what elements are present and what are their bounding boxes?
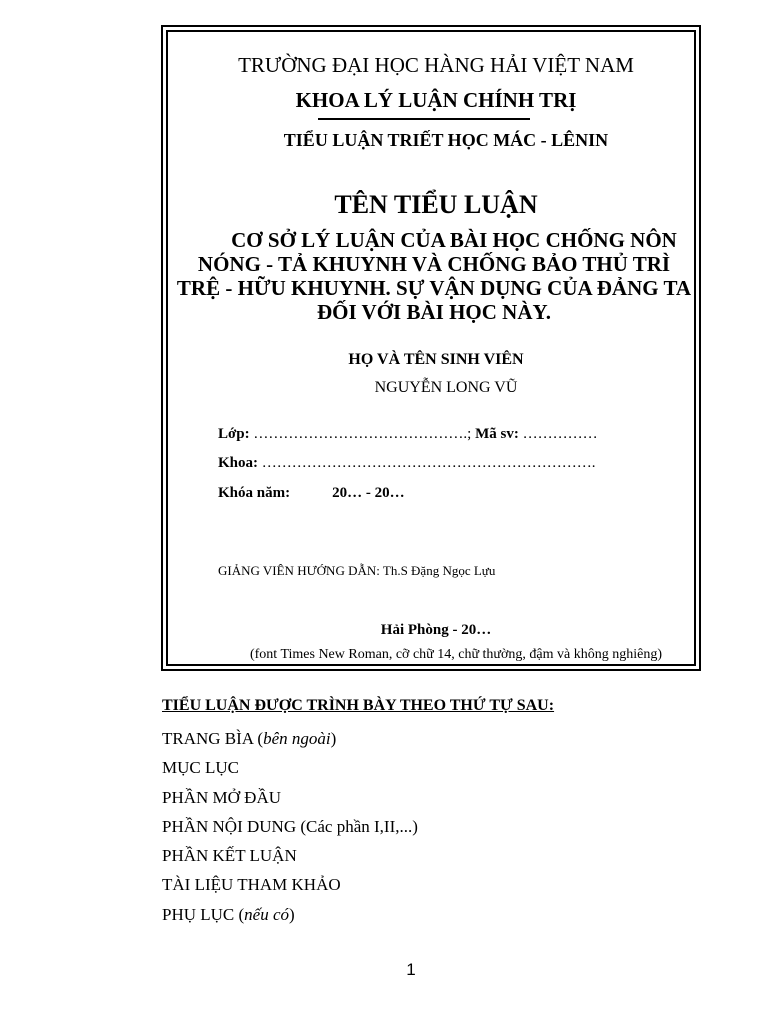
list-item: MỤC LỤC <box>162 758 239 778</box>
page-number: 1 <box>406 960 416 979</box>
list-item: PHẦN MỞ ĐẦU <box>162 787 282 807</box>
faculty-name: KHOA LÝ LUẬN CHÍNH TRỊ <box>295 88 577 112</box>
list-item: TÀI LIỆU THAM KHẢO <box>162 875 341 895</box>
list-item: PHỤ LỤC (nếu có) <box>162 904 295 924</box>
university-name: TRƯỜNG ĐẠI HỌC HÀNG HẢI VIỆT NAM <box>238 53 634 77</box>
list-item: TRANG BÌA (bên ngoài) <box>162 729 337 748</box>
order-list <box>162 724 418 929</box>
essay-title-label: TÊN TIỂU LUẬN <box>334 190 538 219</box>
course-year-label: Khóa năm: <box>218 485 291 501</box>
essay-topic <box>176 228 692 324</box>
faculty-row <box>218 455 596 472</box>
faculty-row-label: Khoa: <box>218 455 259 471</box>
font-note: (font Times New Roman, cỡ chữ 14, chữ thường, đậm và không nghiêng) <box>249 647 663 662</box>
list-item: PHẦN NỘI DUNG (Các phần I,II,...) <box>162 816 418 836</box>
course-year-row <box>218 485 405 502</box>
list-item: PHẦN KẾT LUẬN <box>162 846 297 866</box>
class-dots: …………………………………….; <box>253 426 472 442</box>
course-year-value: 20… - 20… <box>332 485 405 501</box>
advisor-line: GIẢNG VIÊN HƯỚNG DẪN: Th.S Đặng Ngọc Lựu <box>218 563 496 578</box>
class-label: Lớp: <box>218 426 250 442</box>
essay-topic-text: CƠ SỞ LÝ LUẬN CỦA BÀI HỌC CHỐNG NÔN NÓNG - TẢ KHUYNH VÀ CHỐNG BẢO THỦ TRÌ TRỆ - HỮU KHUYNH. SỰ VẬN DỤNG CỦA ĐẢNG TA ĐỐI VỚI BÀI HỌC NÀY. <box>176 228 692 324</box>
student-id-dots: …………… <box>522 426 598 442</box>
place-year: Hải Phòng - 20… <box>380 622 492 638</box>
student-name-label: HỌ VÀ TÊN SINH VIÊN <box>348 351 524 368</box>
student-id-label: Mã sv: <box>475 426 519 442</box>
student-name: NGUYỄN LONG VŨ <box>374 379 518 396</box>
order-heading: TIỂU LUẬN ĐƯỢC TRÌNH BÀY THEO THỨ TỰ SAU: <box>162 697 555 714</box>
essay-type: TIỂU LUẬN TRIẾT HỌC MÁC - LÊNIN <box>283 130 609 150</box>
class-row <box>218 426 598 443</box>
faculty-row-dots: …………………………………………………………. <box>261 455 596 471</box>
faculty-underline <box>318 118 530 120</box>
